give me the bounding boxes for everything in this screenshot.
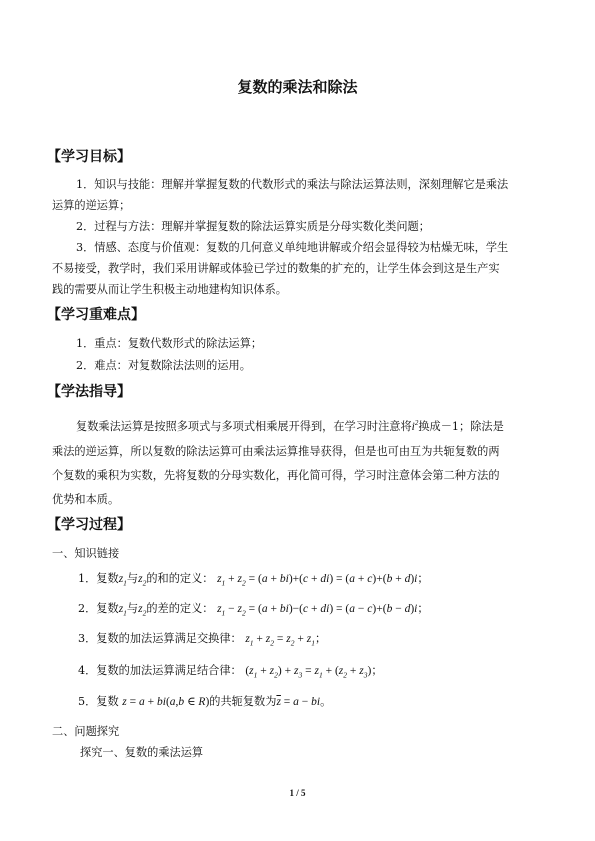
section-heading-goals: 【学习目标】 bbox=[47, 149, 131, 165]
goal-line: 不易接受，教学时，我们采用讲解或体验已学过的数集的扩充的，让学生体会到这是生产实 bbox=[52, 262, 500, 275]
keypoint-line: 1．重点：复数代数形式的除法运算； bbox=[76, 337, 263, 350]
z2-math: $z_2$ bbox=[138, 573, 147, 588]
goal-line: 2．过程与方法：理解并掌握复数的除法运算实质是分母实数化类问题； bbox=[76, 220, 430, 233]
goal-line: 1．知识与技能：理解并掌握复数的代数形式的乘法与除法运算法则，深刻理解它是乘法 bbox=[76, 178, 509, 191]
subsection-heading: 一、知识链接 bbox=[52, 547, 120, 560]
method-line: 优势和本质。 bbox=[52, 493, 120, 506]
subsection-heading: 二、问题探究 bbox=[52, 725, 120, 738]
difference-formula: $z_1 - z_2 = (a + bi)-(c + di) = (a - c)+(b - d)i$ bbox=[217, 603, 418, 618]
section-heading-keypoints: 【学习重难点】 bbox=[47, 307, 145, 323]
associative-formula: $(z_1 + z_2) + z_3 = z_1 + (z_2 + z_3)$ bbox=[245, 665, 372, 680]
complex-number-formula: z = a + bi(a,b ∈ R) bbox=[122, 696, 210, 708]
page-indicator: 1 / 5 bbox=[289, 788, 306, 798]
goal-line: 运算的逆运算； bbox=[52, 199, 131, 212]
knowledge-item-associative: 4．复数的加法运算满足结合律： $(z_1 + z_2) + z_3 = z_1 + (z_2 + z_3)$； bbox=[78, 664, 383, 680]
method-line: 个复数的乘积为实数，先将复数的分母实数化，再化简可得，学习时注意体会第二种方法的 bbox=[52, 469, 500, 482]
z1-math: $z_1$ bbox=[118, 603, 127, 618]
z2-math: $z_2$ bbox=[138, 603, 147, 618]
commutative-formula: $z_1 + z_2 = z_2 + z_1$ bbox=[245, 633, 315, 648]
page-title: 复数的乘法和除法 bbox=[237, 78, 358, 96]
z1-math: $z_1$ bbox=[118, 573, 127, 588]
method-line: 乘法的逆运算，所以复数的除法运算可由乘法运算推导获得，但是也可由互为共轭复数的两 bbox=[52, 445, 500, 458]
sum-formula: $z_1 + z_2 = (a + bi)+(c + di) = (a + c)+(b + d)i$ bbox=[217, 573, 418, 588]
explore-heading: 探究一、复数的乘法运算 bbox=[80, 746, 204, 759]
knowledge-item-difference: 2．复数$z_1$与$z_2$的差的定义： $z_1 - z_2 = (a + bi)-(c + di) = (a - c)+(b - d)i$； bbox=[78, 602, 429, 618]
section-heading-method: 【学法指导】 bbox=[47, 384, 131, 400]
i-squared-math: $i^2$ bbox=[411, 419, 419, 433]
conjugate-formula: $\overline{z} = a$ − bi bbox=[276, 696, 321, 708]
goal-line: 3．情感、态度与价值观：复数的几何意义单纯地讲解或介绍会显得较为枯燥无味，学生 bbox=[76, 241, 509, 254]
knowledge-item-commutative: 3．复数的加法运算满足交换律： $z_1 + z_2 = z_2 + z_1$； bbox=[78, 632, 327, 648]
keypoint-line: 2．难点：对复数除法法则的运用。 bbox=[76, 359, 251, 372]
knowledge-item-conjugate: 5．复数 z = a + bi(a,b ∈ R)的共轭复数为$\overline{z} = a$ − bi。 bbox=[78, 695, 332, 708]
section-heading-process: 【学习过程】 bbox=[47, 517, 131, 533]
method-line: 复数乘法运算是按照多项式与多项式相乘展开得到，在学习时注意将$i^2$换成－1；除法是 bbox=[76, 419, 504, 433]
goal-line: 践的需要从而让学生积极主动地建构知识体系。 bbox=[52, 283, 287, 296]
knowledge-item-sum: 1．复数$z_1$与$z_2$的和的定义： $z_1 + z_2 = (a + bi)+(c + di) = (a + c)+(b + d)i$； bbox=[78, 572, 429, 588]
